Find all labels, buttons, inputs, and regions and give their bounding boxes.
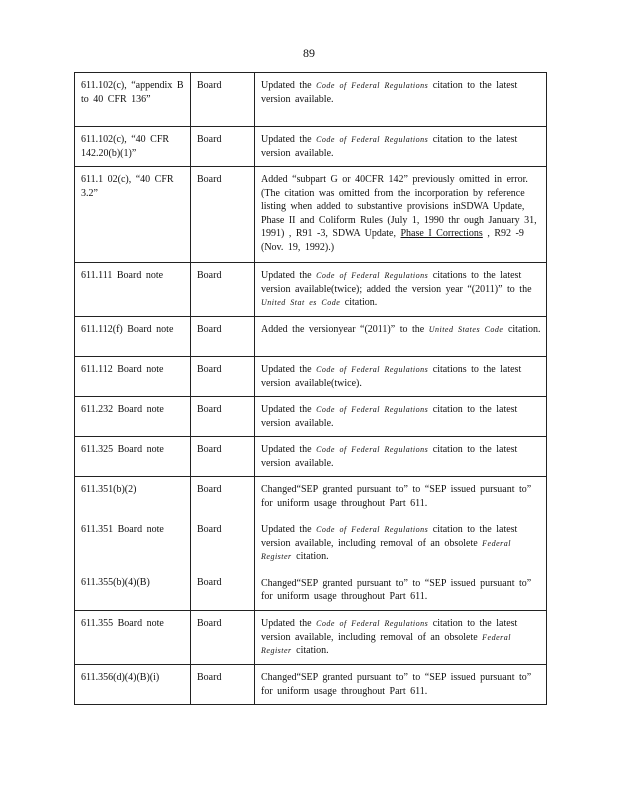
table-row [75, 437, 547, 477]
description-cell: Changed“SEP granted pursuant to” to “SEP issued pursuant to” for uniform usage throughout Part 611. [255, 665, 547, 705]
changes-table [74, 72, 547, 705]
table-row [75, 167, 547, 263]
section-cell: 611.325 Board note [75, 437, 191, 477]
section-cell [75, 477, 191, 611]
description-cell: Added the versionyear “(2011)” to the United States Code citation. [255, 317, 547, 357]
section-cell: 611.111 Board note [75, 263, 191, 317]
agency-cell: Board [191, 437, 255, 477]
agency-cell: Board [191, 263, 255, 317]
description-cell: Updated the Code of Federal Regulations citations to the latest version available(twice). [255, 357, 547, 397]
section-entry: 611.351(b)(2) [81, 484, 137, 495]
table-row [75, 357, 547, 397]
agency-cell: Board [191, 127, 255, 167]
table-row [75, 73, 547, 127]
section-cell: 611.1 02(c), “40 CFR 3.2” [75, 167, 191, 263]
section-entry: 611.355(b)(4)(B) [81, 577, 150, 588]
agency-cell: Board [191, 73, 255, 127]
table-row [75, 263, 547, 317]
section-cell: 611.112(f) Board note [75, 317, 191, 357]
table-row [75, 397, 547, 437]
description-cell: Updated the Code of Federal Regulations citation to the latest version available. [255, 437, 547, 477]
description-cell: Added “subpart G or 40CFR 142” previously omitted in error.(The citation was omitted from the incorporation by reference listing when added to substantive provisions inSDWA Update, Phase II and Coliform Rules (July 1, 1990 thr ough January 31, 1991) , R91 -3, SDWA Update, Phase I Corrections , R92 -9 (Nov. 19, 1992).) [255, 167, 547, 263]
section-cell: 611.232 Board note [75, 397, 191, 437]
description-cell: Updated the Code of Federal Regulations citation to the latest version available. [255, 127, 547, 167]
table-row [75, 127, 547, 167]
agency-cell: Board [191, 397, 255, 437]
agency-cell: Board [191, 611, 255, 665]
description-cell: Updated the Code of Federal Regulations citation to the latest version available, including removal of an obsolete Federal Register citation. [255, 611, 547, 665]
description-cell [255, 477, 547, 611]
agency-entry: Board [197, 577, 222, 588]
description-entry: Changed“SEP granted pursuant to” to “SEP issued pursuant to” for uniform usage throughout Part 611. [261, 577, 532, 602]
description-cell: Updated the Code of Federal Regulations citation to the latest version available. [255, 397, 547, 437]
description-cell: Updated the Code of Federal Regulations citation to the latest version available. [255, 73, 547, 127]
agency-cell: Board [191, 665, 255, 705]
section-cell: 611.112 Board note [75, 357, 191, 397]
description-entry: Changed“SEP granted pursuant to” to “SEP issued pursuant to” for uniform usage throughout Part 611. [261, 484, 532, 509]
section-cell: 611.356(d)(4)(B)(i) [75, 665, 191, 705]
agency-cell [191, 477, 255, 611]
section-entry: 611.351 Board note [81, 523, 164, 535]
agency-entry: Board [197, 484, 222, 495]
section-cell: 611.102(c), “40 CFR 142.20(b)(1)” [75, 127, 191, 167]
agency-cell: Board [191, 317, 255, 357]
table-row [75, 317, 547, 357]
section-cell: 611.102(c), “appendix B to 40 CFR 136” [75, 73, 191, 127]
agency-cell: Board [191, 167, 255, 263]
description-entry: Updated the Code of Federal Regulations citation to the latest version available, including removal of an obsolete Federal Register citation. [261, 524, 518, 562]
table-row [75, 477, 547, 611]
agency-cell: Board [191, 357, 255, 397]
table-row [75, 611, 547, 665]
page-number: 89 [303, 46, 315, 60]
section-cell: 611.355 Board note [75, 611, 191, 665]
table-row [75, 665, 547, 705]
agency-entry: Board [197, 523, 222, 535]
description-cell: Updated the Code of Federal Regulations citations to the latest version available(twice); added the version year “(2011)” to the United Stat es Code citation. [255, 263, 547, 317]
